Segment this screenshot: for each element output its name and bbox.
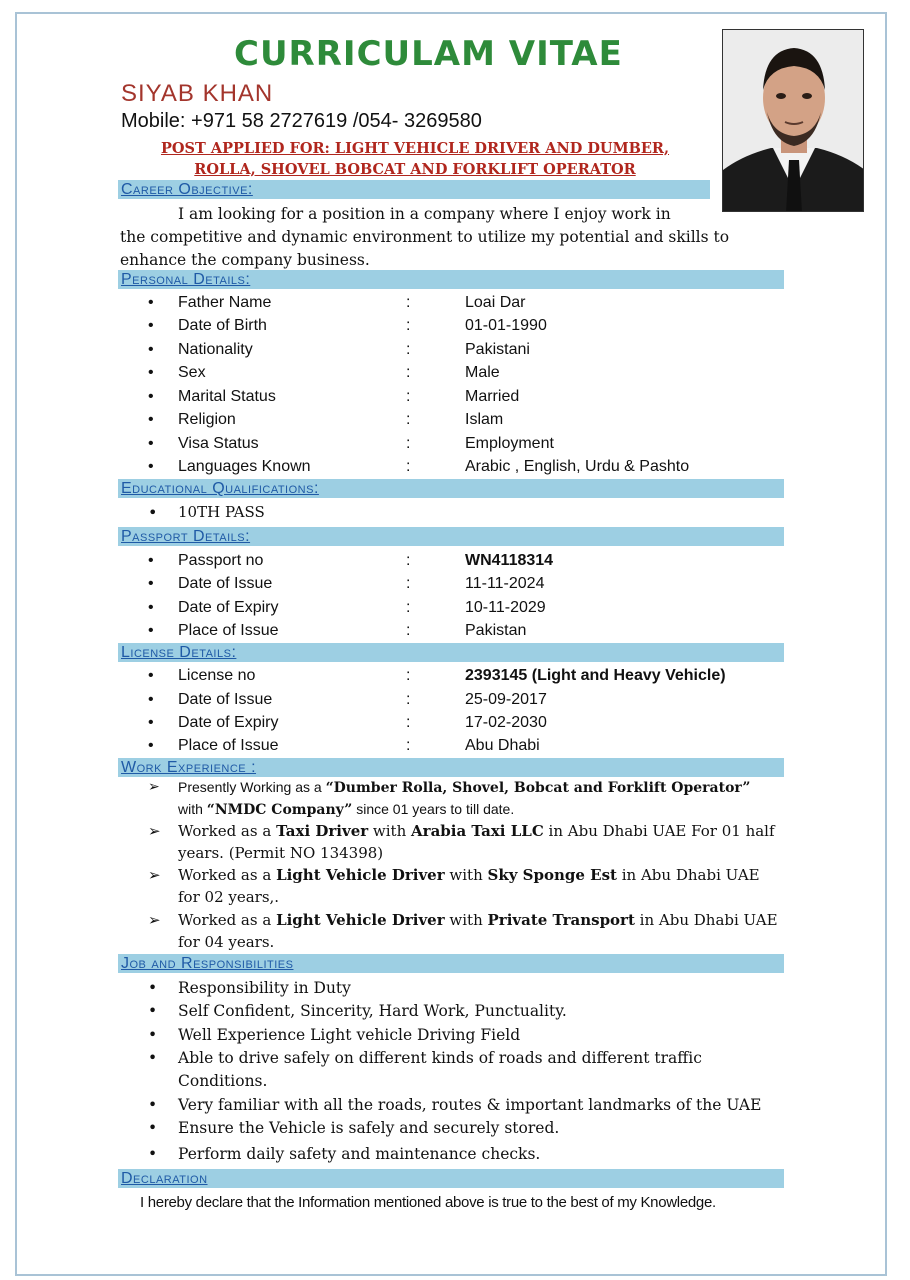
- section-license-details: License Details:: [118, 643, 784, 662]
- section-job-responsibilities: Job and Responsibilities: [118, 954, 784, 973]
- mobile-number: Mobile: +971 58 2727619 /054- 3269580: [121, 110, 482, 132]
- section-career-objective: Career Objective:: [118, 180, 710, 199]
- cv-title: CURRICULAM VITAE: [234, 34, 623, 74]
- career-objective-line3: enhance the company business.: [120, 251, 370, 269]
- section-educational-qualifications: Educational Qualifications:: [118, 479, 784, 498]
- career-objective-line2: the competitive and dynamic environment to utilize my potential and skills to: [120, 228, 730, 246]
- candidate-name: SIYAB KHAN: [121, 80, 274, 107]
- post-applied: [120, 138, 710, 180]
- work-item-text: Worked as a Light Vehicle Driver with Private Transport in Abu Dhabi UAE for 04 years.: [178, 911, 778, 951]
- profile-photo: [722, 29, 864, 212]
- career-objective-line1: I am looking for a position in a company where I enjoy work in: [178, 205, 671, 223]
- post-applied-line1: POST APPLIED FOR: LIGHT VEHICLE DRIVER AND DUMBER,: [160, 140, 670, 157]
- work-item-text: Worked as a Taxi Driver with Arabia Taxi LLC in Abu Dhabi UAE For 01 half years. (Permit NO 134398): [178, 822, 775, 862]
- declaration-text: I hereby declare that the Information mentioned above is true to the best of my Knowledge.: [140, 1194, 716, 1211]
- section-passport-details: Passport Details:: [118, 527, 784, 546]
- section-work-experience: Work Experience :: [118, 758, 784, 777]
- section-personal-details: Personal Details:: [118, 270, 784, 289]
- career-objective-text: [120, 203, 770, 272]
- profile-photo-portrait: [723, 30, 864, 212]
- work-item-text: Presently Working as a “Dumber Rolla, Shovel, Bobcat and Forklift Operator” with “NMDC Company” since 01 years to till date.: [178, 779, 751, 818]
- post-applied-line2: ROLLA, SHOVEL BOBCAT AND FORKLIFT OPERATOR: [194, 161, 636, 178]
- work-item-text: Worked as a Light Vehicle Driver with Sky Sponge Est in Abu Dhabi UAE for 02 years,.: [178, 866, 760, 906]
- section-declaration: Declaration: [118, 1169, 784, 1188]
